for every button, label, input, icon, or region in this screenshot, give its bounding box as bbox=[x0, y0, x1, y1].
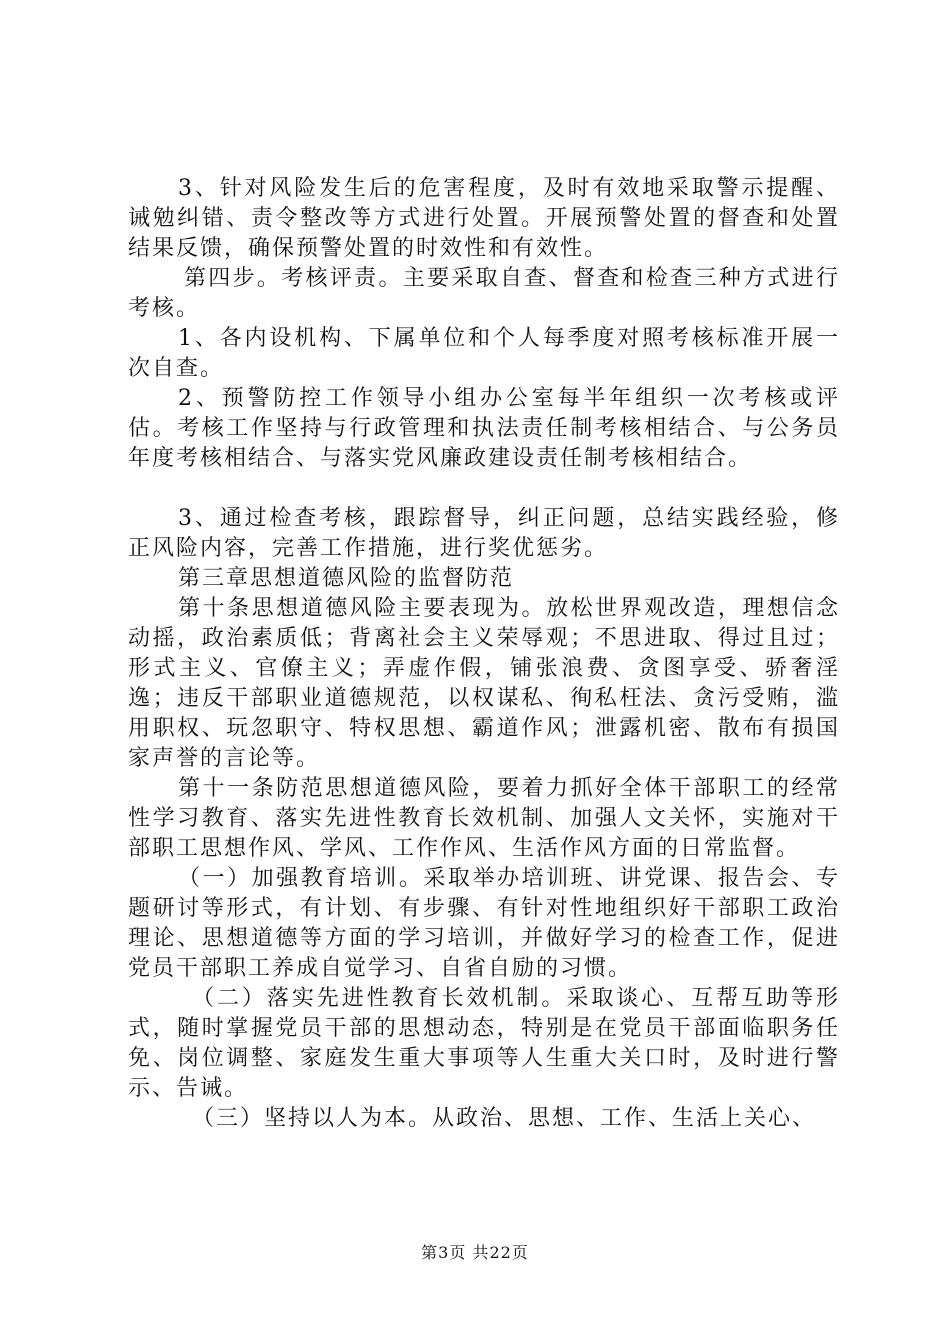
paragraph-response-measures: 3、针对风险发生后的危害程度，及时有效地采取警示提醒、诫勉纠错、责令整改等方式进行处置。开展预警处置的督查和处置结果反馈，确保预警处置的时效性和有效性。 bbox=[128, 176, 840, 261]
paragraph-inspection-followup: 3、通过检查考核，跟踪督导，纠正问题，总结实践经验，修正风险内容，完善工作措施，进行奖优惩劣。 bbox=[128, 506, 840, 561]
paragraph-article-eleven: 第十一条防范思想道德风险，要着力抓好全体干部职工的经常性学习教育、落实先进性教育长效机制、加强人文关怀，实施对干部职工思想作风、学风、工作作风、生活作风方面的日常监督。 bbox=[128, 776, 840, 861]
chapter-heading: 第三章思想道德风险的监督防范 bbox=[178, 566, 515, 591]
paragraph-step-four: 第四步。考核评责。主要采取自查、督查和检查三种方式进行考核。 bbox=[128, 266, 840, 321]
page-footer: 第3页 共22页 bbox=[421, 1243, 529, 1262]
paragraph-self-check: 1、各内设机构、下属单位和个人每季度对照考核标准开展一次自查。 bbox=[128, 326, 840, 381]
paragraph-people-oriented: （三）坚持以人为本。从政治、思想、工作、生活上关心、 bbox=[192, 1106, 817, 1131]
document-body bbox=[128, 174, 840, 1134]
paragraph-article-ten: 第十条思想道德风险主要表现为。放松世界观改造，理想信念动摇，政治素质低；背离社会主义荣辱观；不思进取、得过且过；形式主义、官僚主义；弄虚作假，铺张浪费、贪图享受、骄奢淫逸；违反干部职业道德规范，以权谋私、徇私枉法、贪污受贿，滥用职权、玩忽职守、特权思想、霸道作风；泄露机密、散布有损国家声誉的言论等。 bbox=[128, 596, 840, 771]
paragraph-semiannual-assessment: 2、预警防控工作领导小组办公室每半年组织一次考核或评估。考核工作坚持与行政管理和执法责任制考核相结合、与公务员年度考核相结合、与落实党风廉政建设责任制考核相结合。 bbox=[128, 386, 840, 471]
paragraph-education-training: （一）加强教育培训。采取举办培训班、讲党课、报告会、专题研讨等形式，有计划、有步骤、有针对性地组织好干部职工政治理论、思想道德等方面的学习培训，并做好学习的检查工作，促进党员干部职工养成自觉学习、自省自励的习惯。 bbox=[128, 866, 840, 981]
paragraph-long-term-mechanism: （二）落实先进性教育长效机制。采取谈心、互帮互助等形式，随时掌握党员干部的思想动态，特别是在党员干部面临职务任免、岗位调整、家庭发生重大事项等人生重大关口时，及时进行警示、告诫。 bbox=[128, 986, 840, 1101]
